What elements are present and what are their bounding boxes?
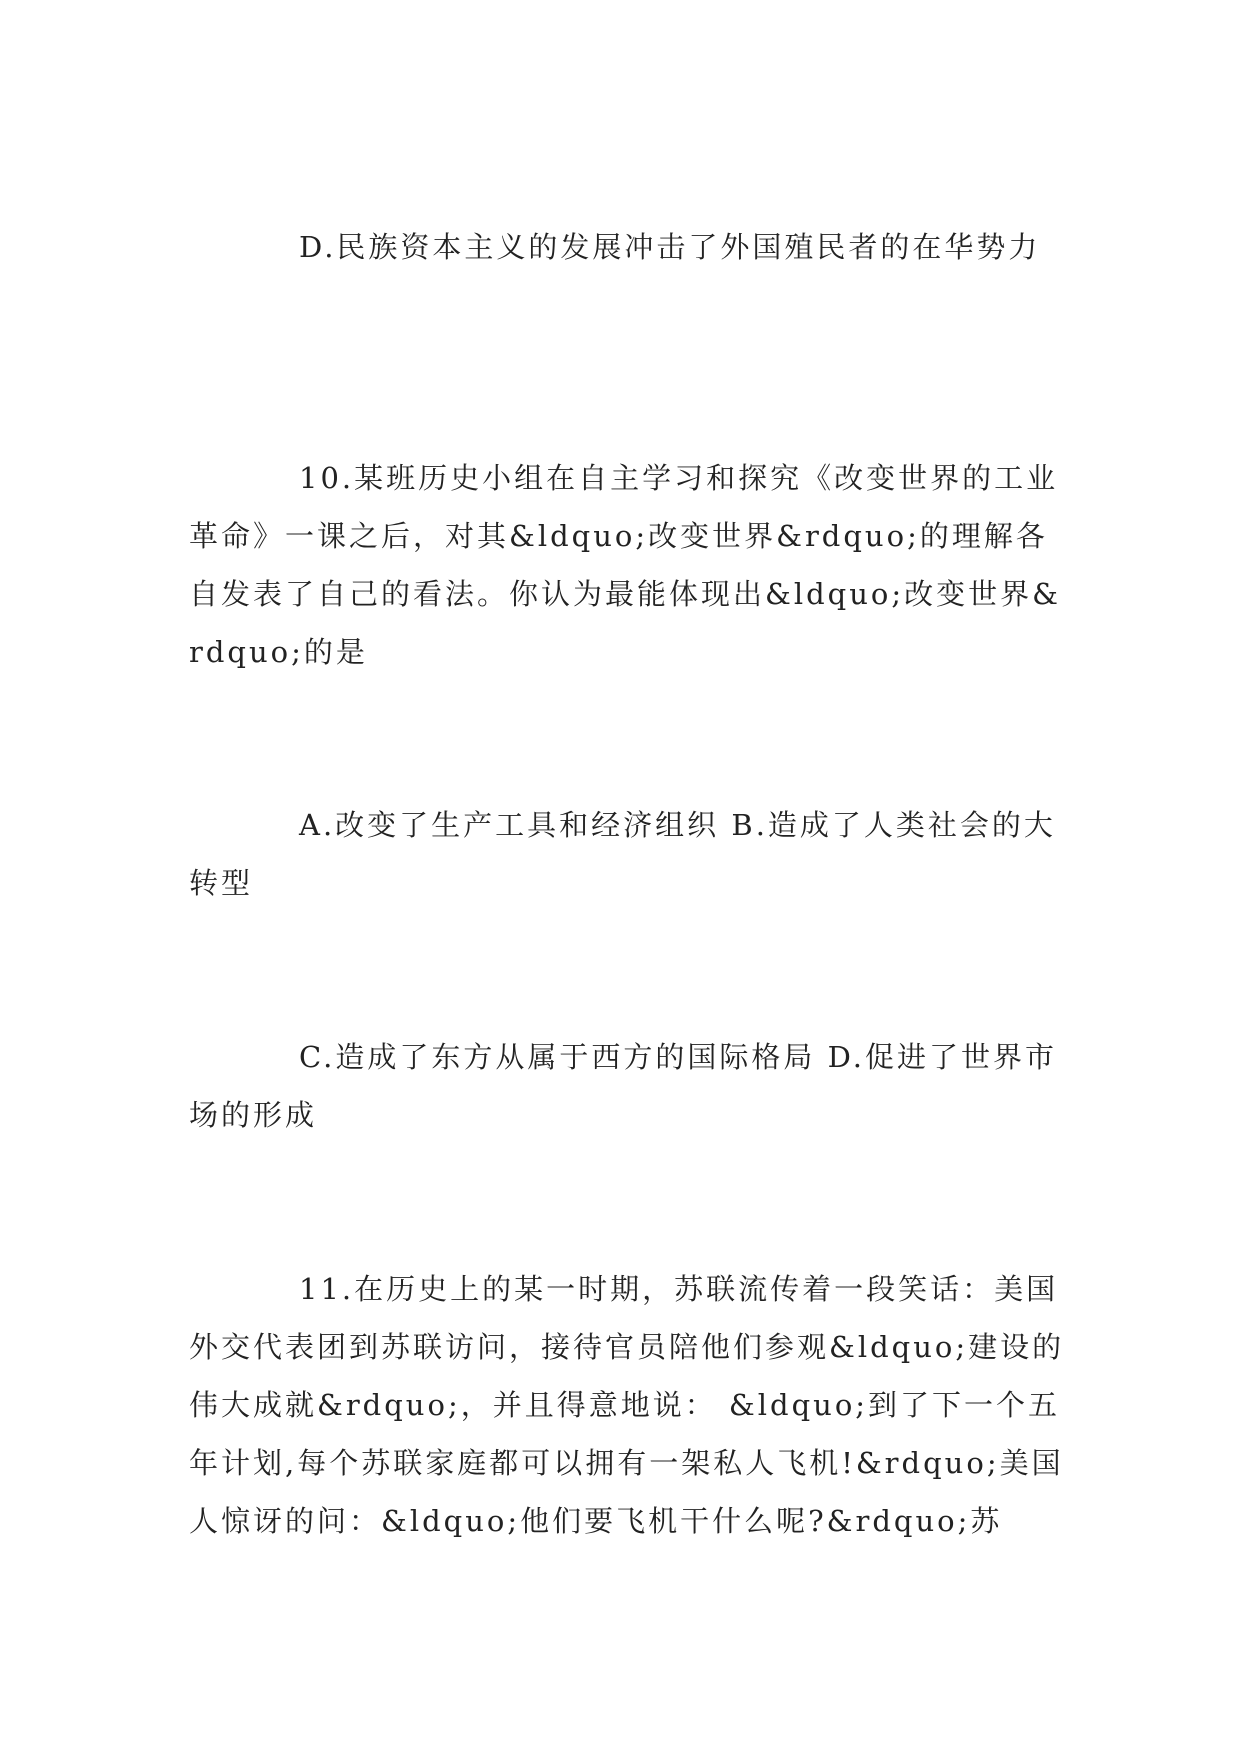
question-10-stem: 10.某班历史小组在自主学习和探究《改变世界的工业革命》一课之后，对其&ldquo;改变世界&rdquo;的理解各自发表了自己的看法。你认为最能体现出&ldquo;改变世界&rdquo;的是 <box>189 461 1061 669</box>
question-10-options-a-b: A.改变了生产工具和经济组织 B.造成了人类社会的大转型 <box>189 808 1056 900</box>
question-11-stem: 11.在历史上的某一时期，苏联流传着一段笑话：美国外交代表团到苏联访问，接待官员陪他们参观&ldquo;建设的伟大成就&rdquo;，并且得意地说： &ldquo;到了下一个五年计划,每个苏联家庭都可以拥有一架私人飞机!&rdquo;美国人惊讶的问：&ldquo;他们要飞机干什么呢?&rdquo;苏 <box>189 1272 1065 1538</box>
question-10-options-c-d: C.造成了东方从属于西方的国际格局 D.促进了世界市场的形成 <box>189 1040 1058 1132</box>
option-d-question-9: D.民族资本主义的发展冲击了外国殖民者的在华势力 <box>299 230 1041 264</box>
